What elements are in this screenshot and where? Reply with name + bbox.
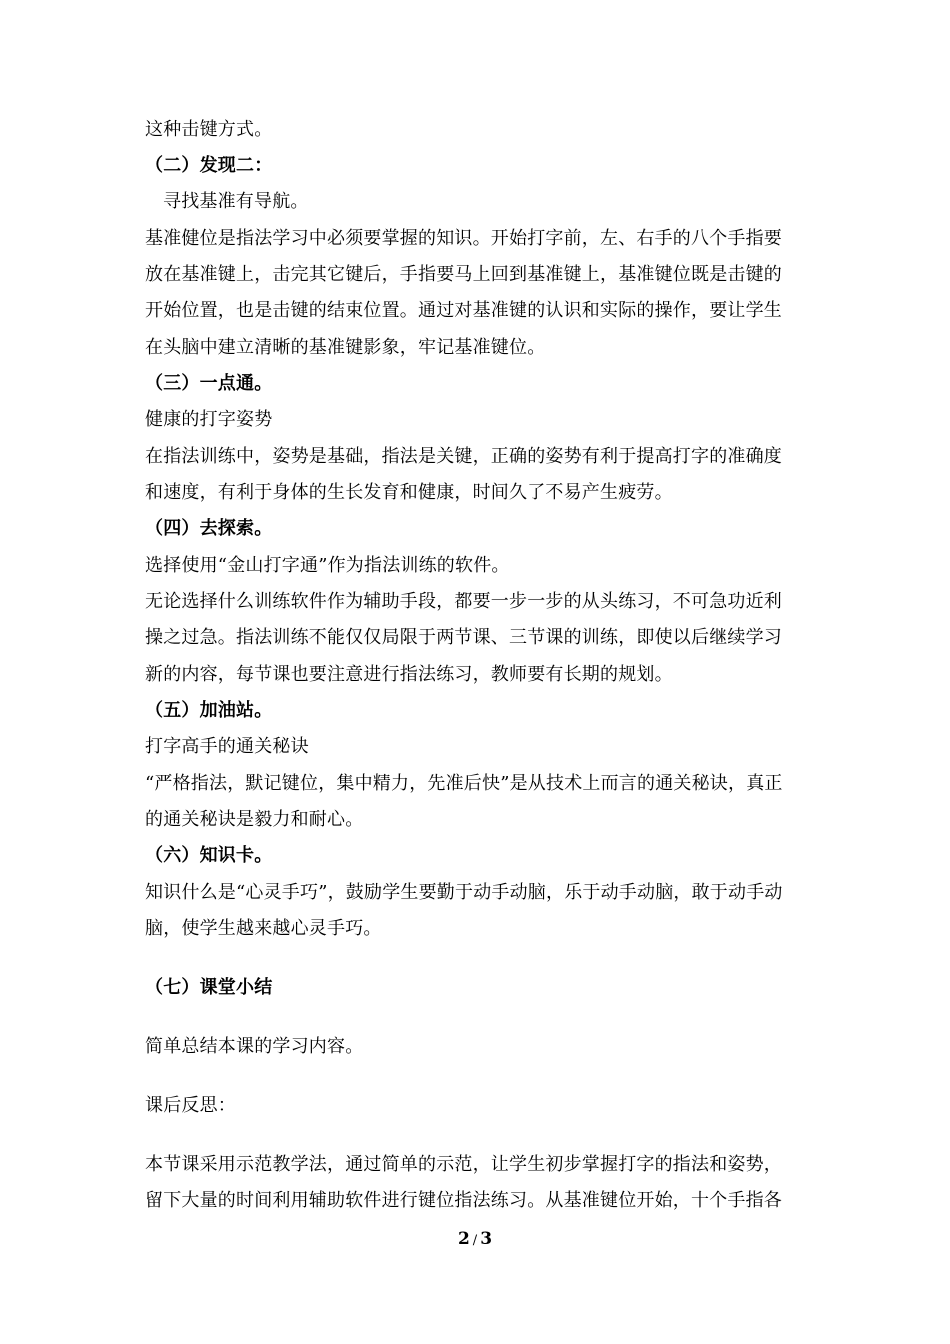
current-page-number: 2 [457, 1229, 470, 1249]
total-pages-number: 3 [480, 1229, 493, 1249]
subheading-line: 打字高手的通关秘诀 [145, 736, 309, 757]
text-line: 基准健位是指法学习中必须要掌握的知识。开始打字前，左、右手的八个手指要 [145, 228, 782, 249]
text-line: 操之过急。指法训练不能仅仅局限于两节课、三节课的训练，即使以后继续学习 [145, 627, 782, 648]
text-line: 留下大量的时间利用辅助软件进行键位指法练习。从基准键位开始，十个手指各 [145, 1190, 782, 1211]
page-number [0, 1228, 950, 1252]
text-line: 放在基准键上，击完其它键后，手指要马上回到基准键上，基准键位既是击键的 [145, 264, 782, 285]
text-line: 这种击键方式。 [145, 119, 273, 140]
text-line: 和速度，有利于身体的生长发育和健康，时间久了不易产生疲劳。 [145, 482, 673, 503]
text-line: 新的内容，每节课也要注意进行指法练习，教师要有长期的规划。 [145, 664, 673, 685]
text-line: 开始位置，也是击键的结束位置。通过对基准键的认识和实际的操作，要让学生 [145, 300, 782, 321]
text-line: 课后反思： [145, 1095, 236, 1116]
text-line: 知识什么是“心灵手巧”，鼓励学生要勤于动手动脑，乐于动手动脑，敢于动手动 [145, 882, 783, 903]
text-line: 本节课采用示范教学法，通过简单的示范，让学生初步掌握打字的指法和姿势， [145, 1154, 782, 1175]
text-line: 在指法训练中，姿势是基础，指法是关键，正确的姿势有利于提高打字的准确度 [145, 446, 782, 467]
subheading-line: 寻找基准有导航。 [163, 191, 309, 212]
section-heading: （二）发现二： [145, 155, 273, 176]
text-line: 在头脑中建立清晰的基准键影象，牢记基准键位。 [145, 337, 546, 358]
text-line: 的通关秘诀是毅力和耐心。 [145, 809, 364, 830]
text-line: 无论选择什么训练软件作为辅助手段，都要一步一步的从头练习，不可急功近利 [145, 591, 782, 612]
text-line: 脑，使学生越来越心灵手巧。 [145, 918, 382, 939]
text-line: “严格指法，默记键位，集中精力，先准后快”是从技术上而言的通关秘诀，真正 [145, 773, 783, 794]
text-line: 选择使用“金山打字通”作为指法训练的软件。 [145, 555, 510, 576]
section-heading: （三）一点通。 [145, 373, 273, 394]
section-heading: （五）加油站。 [145, 700, 273, 721]
section-heading: （六）知识卡。 [145, 845, 273, 866]
section-heading: （七）课堂小结 [145, 977, 273, 998]
subheading-line: 健康的打字姿势 [145, 409, 273, 430]
text-line: 简单总结本课的学习内容。 [145, 1036, 364, 1057]
page-separator: / [472, 1233, 478, 1248]
section-heading: （四）去探索。 [145, 518, 273, 539]
